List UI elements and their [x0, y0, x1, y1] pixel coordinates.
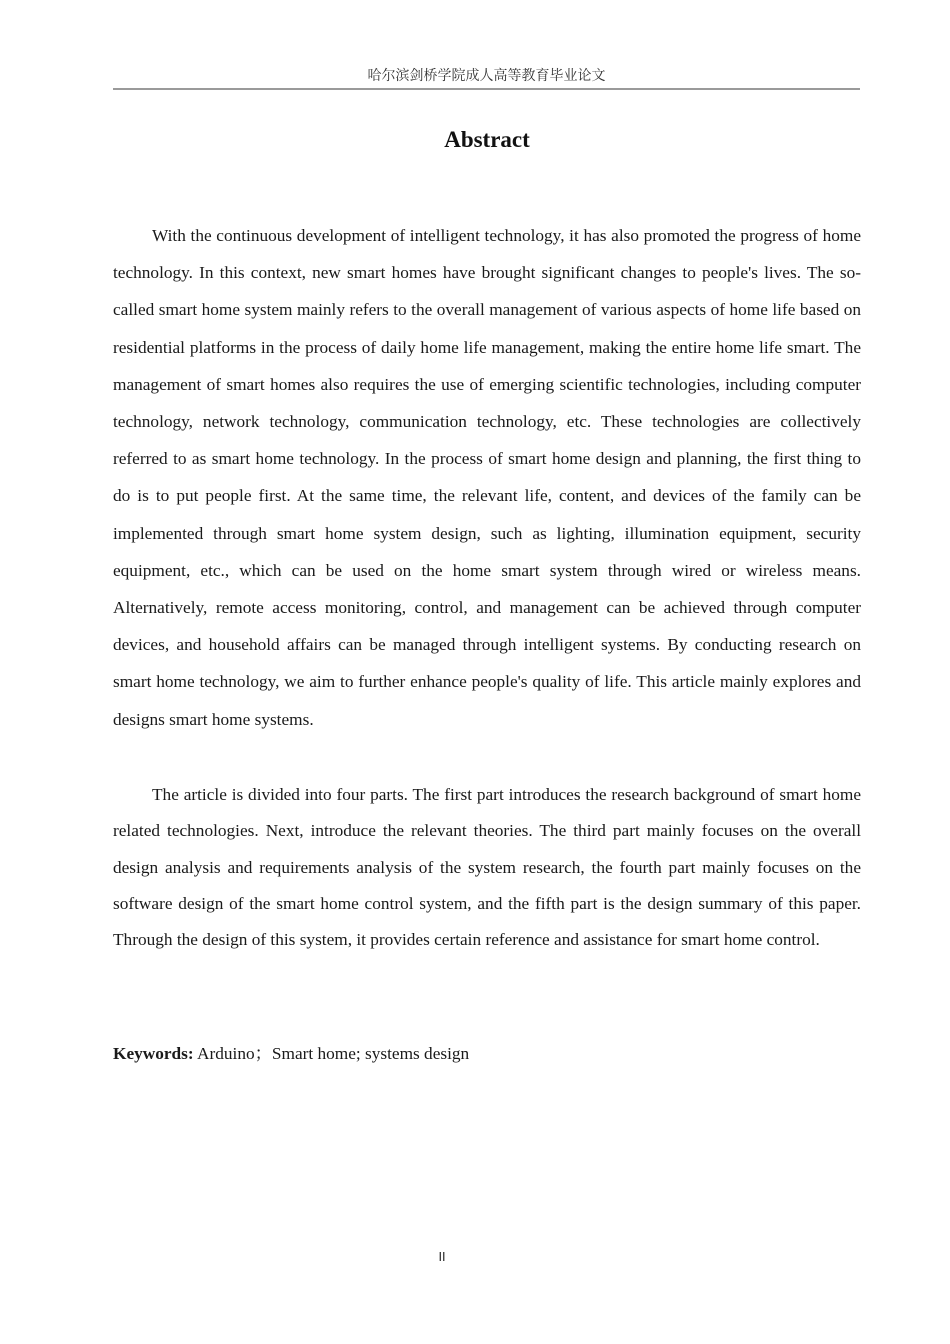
header-divider [113, 88, 860, 90]
page-number: II [438, 1250, 446, 1264]
keywords-line [113, 1040, 861, 1068]
abstract-paragraph-2-container [113, 777, 861, 958]
keywords-values: Arduino；Smart home; systems design [193, 1044, 470, 1063]
abstract-paragraph-1: With the continuous development of intelligent technology, it has also promoted the progress of home technology. In this context, new smart homes have brought significant changes to people's lives. The so-called smart home system mainly refers to the overall management of various aspects of home life based on residential platforms in the process of daily home life management, making the entire home life smart. The management of smart homes also requires the use of emerging scientific technologies, including computer technology, network technology, communication technology, etc. These technologies are collectively referred to as smart home technology. In the process of smart home design and planning, the first thing to do is to put people first. At the same time, the relevant life, content, and devices of the family can be implemented through smart home system design, such as lighting, illumination equipment, security equipment, etc., which can be used on the home smart system through wired or wireless means. Alternatively, remote access monitoring, control, and management can be achieved through computer devices, and household affairs can be managed through intelligent systems. By conducting research on smart home technology, we aim to further enhance people's quality of life. This article mainly explores and designs smart home systems. [113, 226, 861, 729]
abstract-paragraph-2: The article is divided into four parts. The first part introduces the research background of smart home related technologies. Next, introduce the relevant theories. The third part mainly focuses on the overall design analysis and requirements analysis of the system research, the fourth part mainly focuses on the software design of the smart home control system, and the fifth part is the design summary of this paper. Through the design of this system, it provides certain reference and assistance for smart home control. [113, 785, 861, 950]
running-header: 哈尔滨剑桥学院成人高等教育毕业论文 [367, 68, 606, 84]
keywords-label: Keywords: [113, 1044, 194, 1063]
abstract-title: Abstract [444, 127, 530, 152]
abstract-paragraph-1-container [113, 217, 861, 738]
